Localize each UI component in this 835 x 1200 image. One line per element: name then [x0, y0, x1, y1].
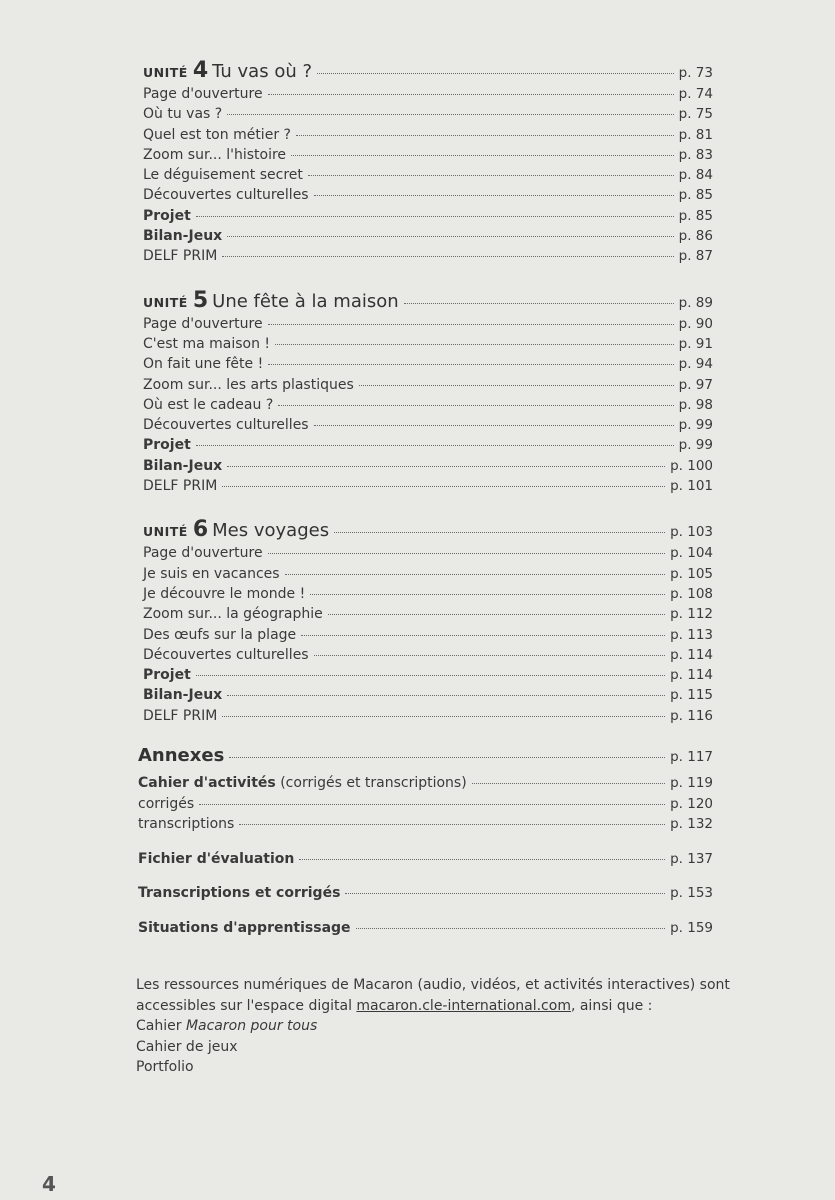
toc-entry — [143, 395, 713, 415]
toc-entry-title: Projet — [143, 667, 191, 684]
toc-entry-title: Bilan-Jeux — [143, 457, 223, 474]
unit-section — [143, 288, 713, 497]
toc-entry — [143, 354, 713, 374]
toc-entry-page: p. 85 — [678, 207, 713, 224]
annex-entry-page: p. 119 — [670, 775, 713, 791]
dot-leader — [314, 195, 674, 196]
toc-entry-page: p. 115 — [670, 687, 713, 704]
toc-entry-title: Où est le cadeau ? — [143, 396, 274, 413]
annex-entry-page: p. 137 — [670, 850, 713, 867]
toc-entry-title: Le déguisement secret — [143, 167, 303, 184]
toc-entry-title: Découvertes culturelles — [143, 417, 309, 434]
note-line: Portfolio — [136, 1059, 194, 1075]
unit-title: Une fête à la maison — [212, 290, 399, 312]
unit-number: 6 — [192, 517, 209, 543]
toc-entry-title: Page d'ouverture — [143, 86, 263, 102]
toc-entry — [143, 206, 713, 226]
toc-entry — [143, 584, 713, 604]
annexes-title: Annexes — [138, 745, 225, 766]
toc-entry — [143, 435, 713, 455]
toc-entry — [143, 604, 713, 624]
toc-entry-page: p. 99 — [678, 437, 713, 454]
toc-entry — [143, 334, 713, 354]
dot-leader — [227, 114, 673, 115]
toc-entry — [143, 564, 713, 584]
dot-leader — [239, 824, 665, 825]
toc-entry-title: Zoom sur... l'histoire — [143, 146, 287, 163]
annex-entry-page: p. 153 — [670, 885, 713, 901]
toc-entry-title: DELF PRIM — [143, 478, 218, 495]
toc-entry-title: Des œufs sur la plage — [143, 626, 297, 643]
annex-entry — [138, 920, 713, 941]
toc-entry-title: C'est ma maison ! — [143, 335, 271, 352]
toc-entry — [143, 84, 713, 104]
unit-label: UNITÉ — [143, 294, 188, 310]
dot-leader — [334, 532, 665, 533]
toc-entry-title: Découvertes culturelles — [143, 187, 309, 204]
toc-entry — [143, 456, 713, 476]
annex-entry — [138, 851, 713, 872]
dot-leader — [196, 216, 674, 217]
dot-leader — [359, 385, 674, 386]
dot-leader — [222, 486, 665, 487]
toc-entry — [143, 226, 713, 246]
annex-entry-title: Fichier d'évaluation — [138, 850, 295, 867]
toc-entry — [143, 125, 713, 145]
dot-leader — [199, 804, 665, 805]
toc-entry-page: p. 87 — [678, 248, 713, 265]
toc-entry-title: On fait une fête ! — [143, 356, 264, 373]
toc-entry-title: Je découvre le monde ! — [143, 585, 306, 602]
toc-entry — [143, 476, 713, 496]
note-line: Les ressources numériques de Macaron (audio, vidéos, et activités interactives) sont — [136, 977, 730, 993]
dot-leader — [317, 73, 674, 74]
dot-leader — [472, 783, 665, 784]
toc-entry-page: p. 104 — [670, 545, 713, 562]
toc-entry — [143, 314, 713, 334]
toc-entry-title: Zoom sur... la géographie — [143, 606, 323, 623]
annex-entry-title: Cahier d'activités — [138, 775, 276, 791]
unit-heading — [143, 288, 713, 314]
annex-subentry-page: p. 120 — [670, 795, 713, 812]
dot-leader — [227, 236, 673, 237]
toc-entry-page: p. 108 — [670, 585, 713, 602]
dot-leader — [285, 574, 666, 575]
toc-entry-title: Page d'ouverture — [143, 545, 263, 562]
dot-leader — [328, 614, 665, 615]
toc-entry-title: DELF PRIM — [143, 248, 218, 265]
toc-entry-page: p. 81 — [678, 126, 713, 143]
toc-entry-page: p. 74 — [678, 86, 713, 102]
toc-entry — [143, 543, 713, 563]
macaron-website-link[interactable]: macaron.cle-international.com — [356, 997, 571, 1014]
unit-number: 5 — [192, 287, 209, 313]
unit-section — [143, 58, 713, 267]
annex-entry-title: Transcriptions et corrigés — [138, 885, 341, 901]
dot-leader — [356, 928, 666, 929]
toc-entry-page: p. 105 — [670, 565, 713, 582]
annexes-section — [138, 745, 713, 940]
dot-leader — [314, 655, 665, 656]
toc-entry-page: p. 97 — [678, 376, 713, 393]
toc-entry-page: p. 112 — [670, 606, 713, 623]
toc-entry-title: Page d'ouverture — [143, 315, 263, 332]
dot-leader — [227, 466, 665, 467]
unit-heading — [143, 517, 713, 543]
dot-leader — [229, 757, 665, 758]
toc-entry-title: Où tu vas ? — [143, 106, 223, 123]
toc-entry-page: p. 101 — [670, 478, 713, 495]
unit-title: Tu vas où ? — [212, 61, 313, 82]
dot-leader — [227, 695, 665, 696]
annex-subentry — [138, 816, 713, 837]
toc-entry — [143, 415, 713, 435]
toc-entry-page: p. 83 — [678, 146, 713, 163]
toc-entry-page: p. 100 — [670, 457, 713, 474]
toc-entry — [143, 665, 713, 685]
dot-leader — [291, 155, 674, 156]
annex-entry — [138, 885, 713, 906]
dot-leader — [268, 364, 673, 365]
toc-entry-page: p. 98 — [678, 396, 713, 413]
toc-entry — [143, 706, 713, 726]
toc-entry — [143, 165, 713, 185]
dot-leader — [345, 893, 665, 894]
dot-leader — [268, 553, 665, 554]
annex-entry-page: p. 159 — [670, 919, 713, 936]
table-of-contents — [143, 58, 713, 747]
toc-entry-title: Quel est ton métier ? — [143, 126, 291, 143]
annexes-heading — [138, 745, 713, 775]
toc-entry-title: Bilan-Jeux — [143, 687, 223, 704]
dot-leader — [301, 635, 665, 636]
toc-entry-page: p. 116 — [670, 707, 713, 724]
toc-entry-page: p. 91 — [678, 335, 713, 352]
dot-leader — [222, 716, 665, 717]
note-line: accessibles sur l'espace digital macaron.cle-international.com, ainsi que : — [136, 997, 653, 1014]
annex-subentry-title: corrigés — [138, 795, 195, 812]
dot-leader — [196, 445, 674, 446]
toc-entry-page: p. 75 — [678, 106, 713, 123]
dot-leader — [196, 675, 665, 676]
dot-leader — [222, 256, 673, 257]
toc-entry-page: p. 99 — [678, 417, 713, 434]
unit-section — [143, 517, 713, 726]
dot-leader — [308, 175, 674, 176]
toc-entry-title: DELF PRIM — [143, 707, 218, 724]
toc-entry — [143, 375, 713, 395]
toc-entry-page: p. 86 — [678, 228, 713, 245]
toc-entry — [143, 104, 713, 124]
toc-entry-title: Je suis en vacances — [143, 565, 280, 582]
dot-leader — [296, 135, 674, 136]
unit-heading — [143, 58, 713, 84]
toc-entry-page: p. 90 — [678, 315, 713, 332]
toc-entry — [143, 246, 713, 266]
annex-subentry-page: p. 132 — [670, 816, 713, 832]
digital-resources-note — [136, 975, 776, 1078]
toc-entry-title: Projet — [143, 437, 191, 454]
toc-entry-page: p. 94 — [678, 356, 713, 373]
note-line: Cahier Macaron pour tous — [136, 1018, 318, 1034]
note-line: Cahier de jeux — [136, 1038, 238, 1055]
toc-entry-title: Bilan-Jeux — [143, 228, 223, 245]
page-number: 4 — [42, 1172, 56, 1196]
toc-entry — [143, 685, 713, 705]
toc-entry-page: p. 114 — [670, 667, 713, 684]
unit-number: 4 — [192, 58, 209, 83]
unit-page: p. 89 — [678, 294, 713, 311]
toc-entry — [143, 625, 713, 645]
toc-entry-page: p. 84 — [678, 167, 713, 184]
unit-page: p. 73 — [678, 65, 713, 81]
dot-leader — [314, 425, 674, 426]
toc-entry — [143, 645, 713, 665]
toc-entry-title: Zoom sur... les arts plastiques — [143, 376, 354, 393]
dot-leader — [268, 94, 674, 95]
annex-entry-title: Situations d'apprentissage — [138, 919, 351, 936]
annex-subentry-title: transcriptions — [138, 816, 235, 832]
unit-label: UNITÉ — [143, 65, 188, 80]
unit-page: p. 103 — [670, 524, 713, 541]
toc-entry-title: Découvertes culturelles — [143, 646, 309, 663]
toc-entry-title: Projet — [143, 207, 191, 224]
dot-leader — [278, 405, 673, 406]
toc-entry — [143, 185, 713, 205]
annex-subentry — [138, 796, 713, 817]
annexes-page: p. 117 — [670, 749, 713, 765]
toc-entry-page: p. 113 — [670, 626, 713, 643]
unit-title: Mes voyages — [212, 520, 330, 542]
toc-entry — [143, 145, 713, 165]
dot-leader — [268, 324, 674, 325]
toc-entry-page: p. 85 — [678, 187, 713, 204]
annex-entry — [138, 775, 713, 796]
dot-leader — [275, 344, 674, 345]
toc-entry-page: p. 114 — [670, 646, 713, 663]
dot-leader — [404, 303, 674, 304]
annex-entry-subtitle: (corrigés et transcriptions) — [275, 775, 467, 791]
unit-label: UNITÉ — [143, 524, 188, 540]
dot-leader — [310, 594, 665, 595]
dot-leader — [299, 859, 665, 860]
